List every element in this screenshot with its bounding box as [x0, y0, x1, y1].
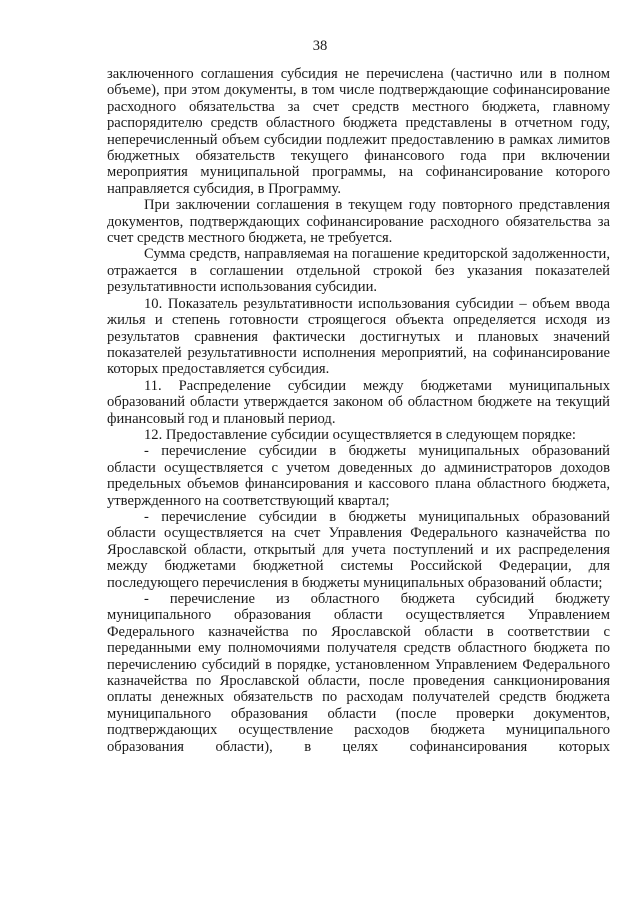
paragraph-item-12: 12. Предоставление субсидии осуществляется в следующем порядке:	[144, 426, 576, 443]
paragraph-transfer-treasury: - перечисление из областного бюджета субсидий бюджету муниципального образования области осуществляется Управлением Федерального казначейства по Ярославской области в соответствии с переданными ему полномочиями получателя средств областного бюджета по перечислению субсидий в порядке, установленном Управлением Федерального казначейства по Ярославской области, после проведения санкционирования оплаты денежных обязательств по расходам получателей средств бюджета муниципального образования области (после проверки документов, подтверждающих осуществление расходов бюджета муниципального образования области), в целях софинансирования которых	[107, 591, 610, 755]
paragraph-continuation: заключенного соглашения субсидия не перечислена (частично или в полном объеме), при этом документы, в том числе подтверждающие софинансирование расходного обязательства за счет средств местного бюджета, главному распорядителю средств областного бюджета представлены в отчетном году, неперечисленный объем субсидии подлежит предоставлению в рамках лимитов бюджетных обязательств текущего финансового года при включении мероприятия муниципальной программы, на софинансирование которого направляется субсидия, в Программу.	[107, 66, 610, 197]
paragraph-repeat-documents: При заключении соглашения в текущем году повторного представления документов, подтверждающих софинансирование расходного обязательства за счет средств местного бюджета, не требуется.	[107, 197, 610, 247]
paragraph-item-10: 10. Показатель результативности использования субсидии – объем ввода жилья и степень готовности строящегося объекта определяется исходя из результатов сравнения фактически достигнутых и плановых значений показателей результативности исполнения мероприятий, на софинансирование которых предоставляется субсидия.	[107, 295, 610, 378]
page-number: 38	[312, 38, 328, 54]
paragraph-debt-repayment: Сумма средств, направляемая на погашение кредиторской задолженности, отражается в соглашении отдельной строкой без указания показателей результативности использования субсидии.	[107, 246, 610, 296]
paragraph-transfer-account: - перечисление субсидии в бюджеты муниципальных образований области осуществляется на счет Управления Федерального казначейства по Ярославской области, открытый для учета поступлений и их распределения между бюджетами бюджетной системы Российской Федерации, для последующего перечисления в бюджеты муниципальных образований области;	[107, 508, 610, 591]
paragraph-item-11: 11. Распределение субсидии между бюджетами муниципальных образований области утверждается законом об областном бюджете на текущий финансовый год и плановый период.	[107, 377, 610, 427]
paragraph-transfer-limits: - перечисление субсидии в бюджеты муниципальных образований области осуществляется с учетом доведенных до администраторов доходов предельных объемов финансирования и кассового плана областного бюджета, утвержденного на соответствующий квартал;	[107, 443, 610, 509]
document-body	[107, 66, 610, 755]
